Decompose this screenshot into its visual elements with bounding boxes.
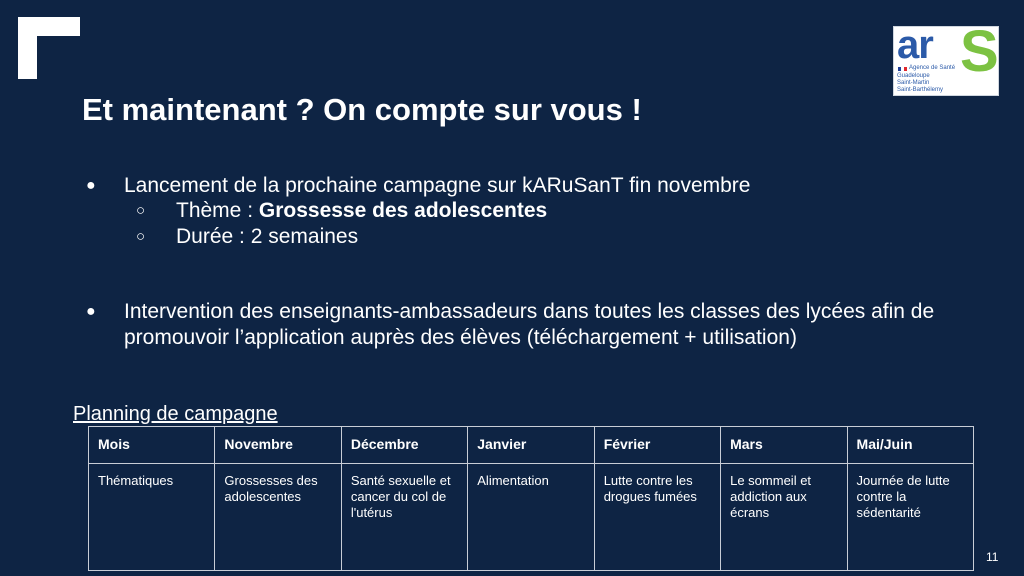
table-row (89, 464, 974, 571)
bullet-text: Lancement de la prochaine campagne sur kARuSanT fin novembre (124, 174, 751, 197)
ars-logo (893, 19, 999, 96)
logo-letters-ar: ar (897, 23, 933, 67)
table-header-row (89, 427, 974, 464)
logo-region-line: Saint-Martin (897, 80, 930, 86)
sub-bullet-icon: ○ (136, 202, 146, 219)
bullet-icon: ● (86, 177, 96, 194)
planning-heading: Planning de campagne (73, 403, 278, 425)
sub-bullet-icon: ○ (136, 228, 146, 245)
planning-table (88, 426, 974, 571)
sub-bullet-value: Grossesse des adolescentes (258, 199, 548, 222)
slide-title: Et maintenant ? On compte sur vous ! (82, 92, 642, 127)
logo-letter-s: S (960, 19, 999, 84)
table-header-cell: Décembre (341, 427, 467, 464)
table-cell: Le sommeil et addiction aux écrans (721, 464, 847, 571)
logo-region-line: Guadeloupe (897, 73, 930, 79)
table-header-cell: Février (594, 427, 720, 464)
table-cell: Alimentation (468, 464, 594, 571)
logo-region-line: Saint-Barthélemy (897, 87, 944, 93)
table-header-cell: Novembre (215, 427, 341, 464)
page-number: 11 (986, 550, 999, 564)
bullet-icon: ● (86, 303, 96, 320)
table-header-cell: Janvier (468, 427, 594, 464)
table-cell: Thématiques (89, 464, 215, 571)
table-cell: Lutte contre les drogues fumées (594, 464, 720, 571)
logo-agency-text: Agence de Santé (909, 65, 956, 71)
table-header-cell: Mars (721, 427, 847, 464)
french-flag-icon (898, 67, 907, 71)
table-cell: Santé sexuelle et cancer du col de l'utérus (341, 464, 467, 571)
bullet-text: Intervention des enseignants-ambassadeurs dans toutes les classes des lycées afin de promouvoir l’application auprès des élèves (téléchargement + utilisation) (124, 300, 935, 349)
table-header-cell: Mois (89, 427, 215, 464)
table-cell: Journée de lutte contre la sédentarité (847, 464, 973, 571)
sub-bullet-label: Thème : (176, 199, 259, 222)
table-header-cell: Mai/Juin (847, 427, 973, 464)
sub-bullet-label: Durée : 2 semaines (176, 225, 359, 248)
corner-bracket-decoration (18, 17, 80, 79)
table-cell: Grossesses des adolescentes (215, 464, 341, 571)
